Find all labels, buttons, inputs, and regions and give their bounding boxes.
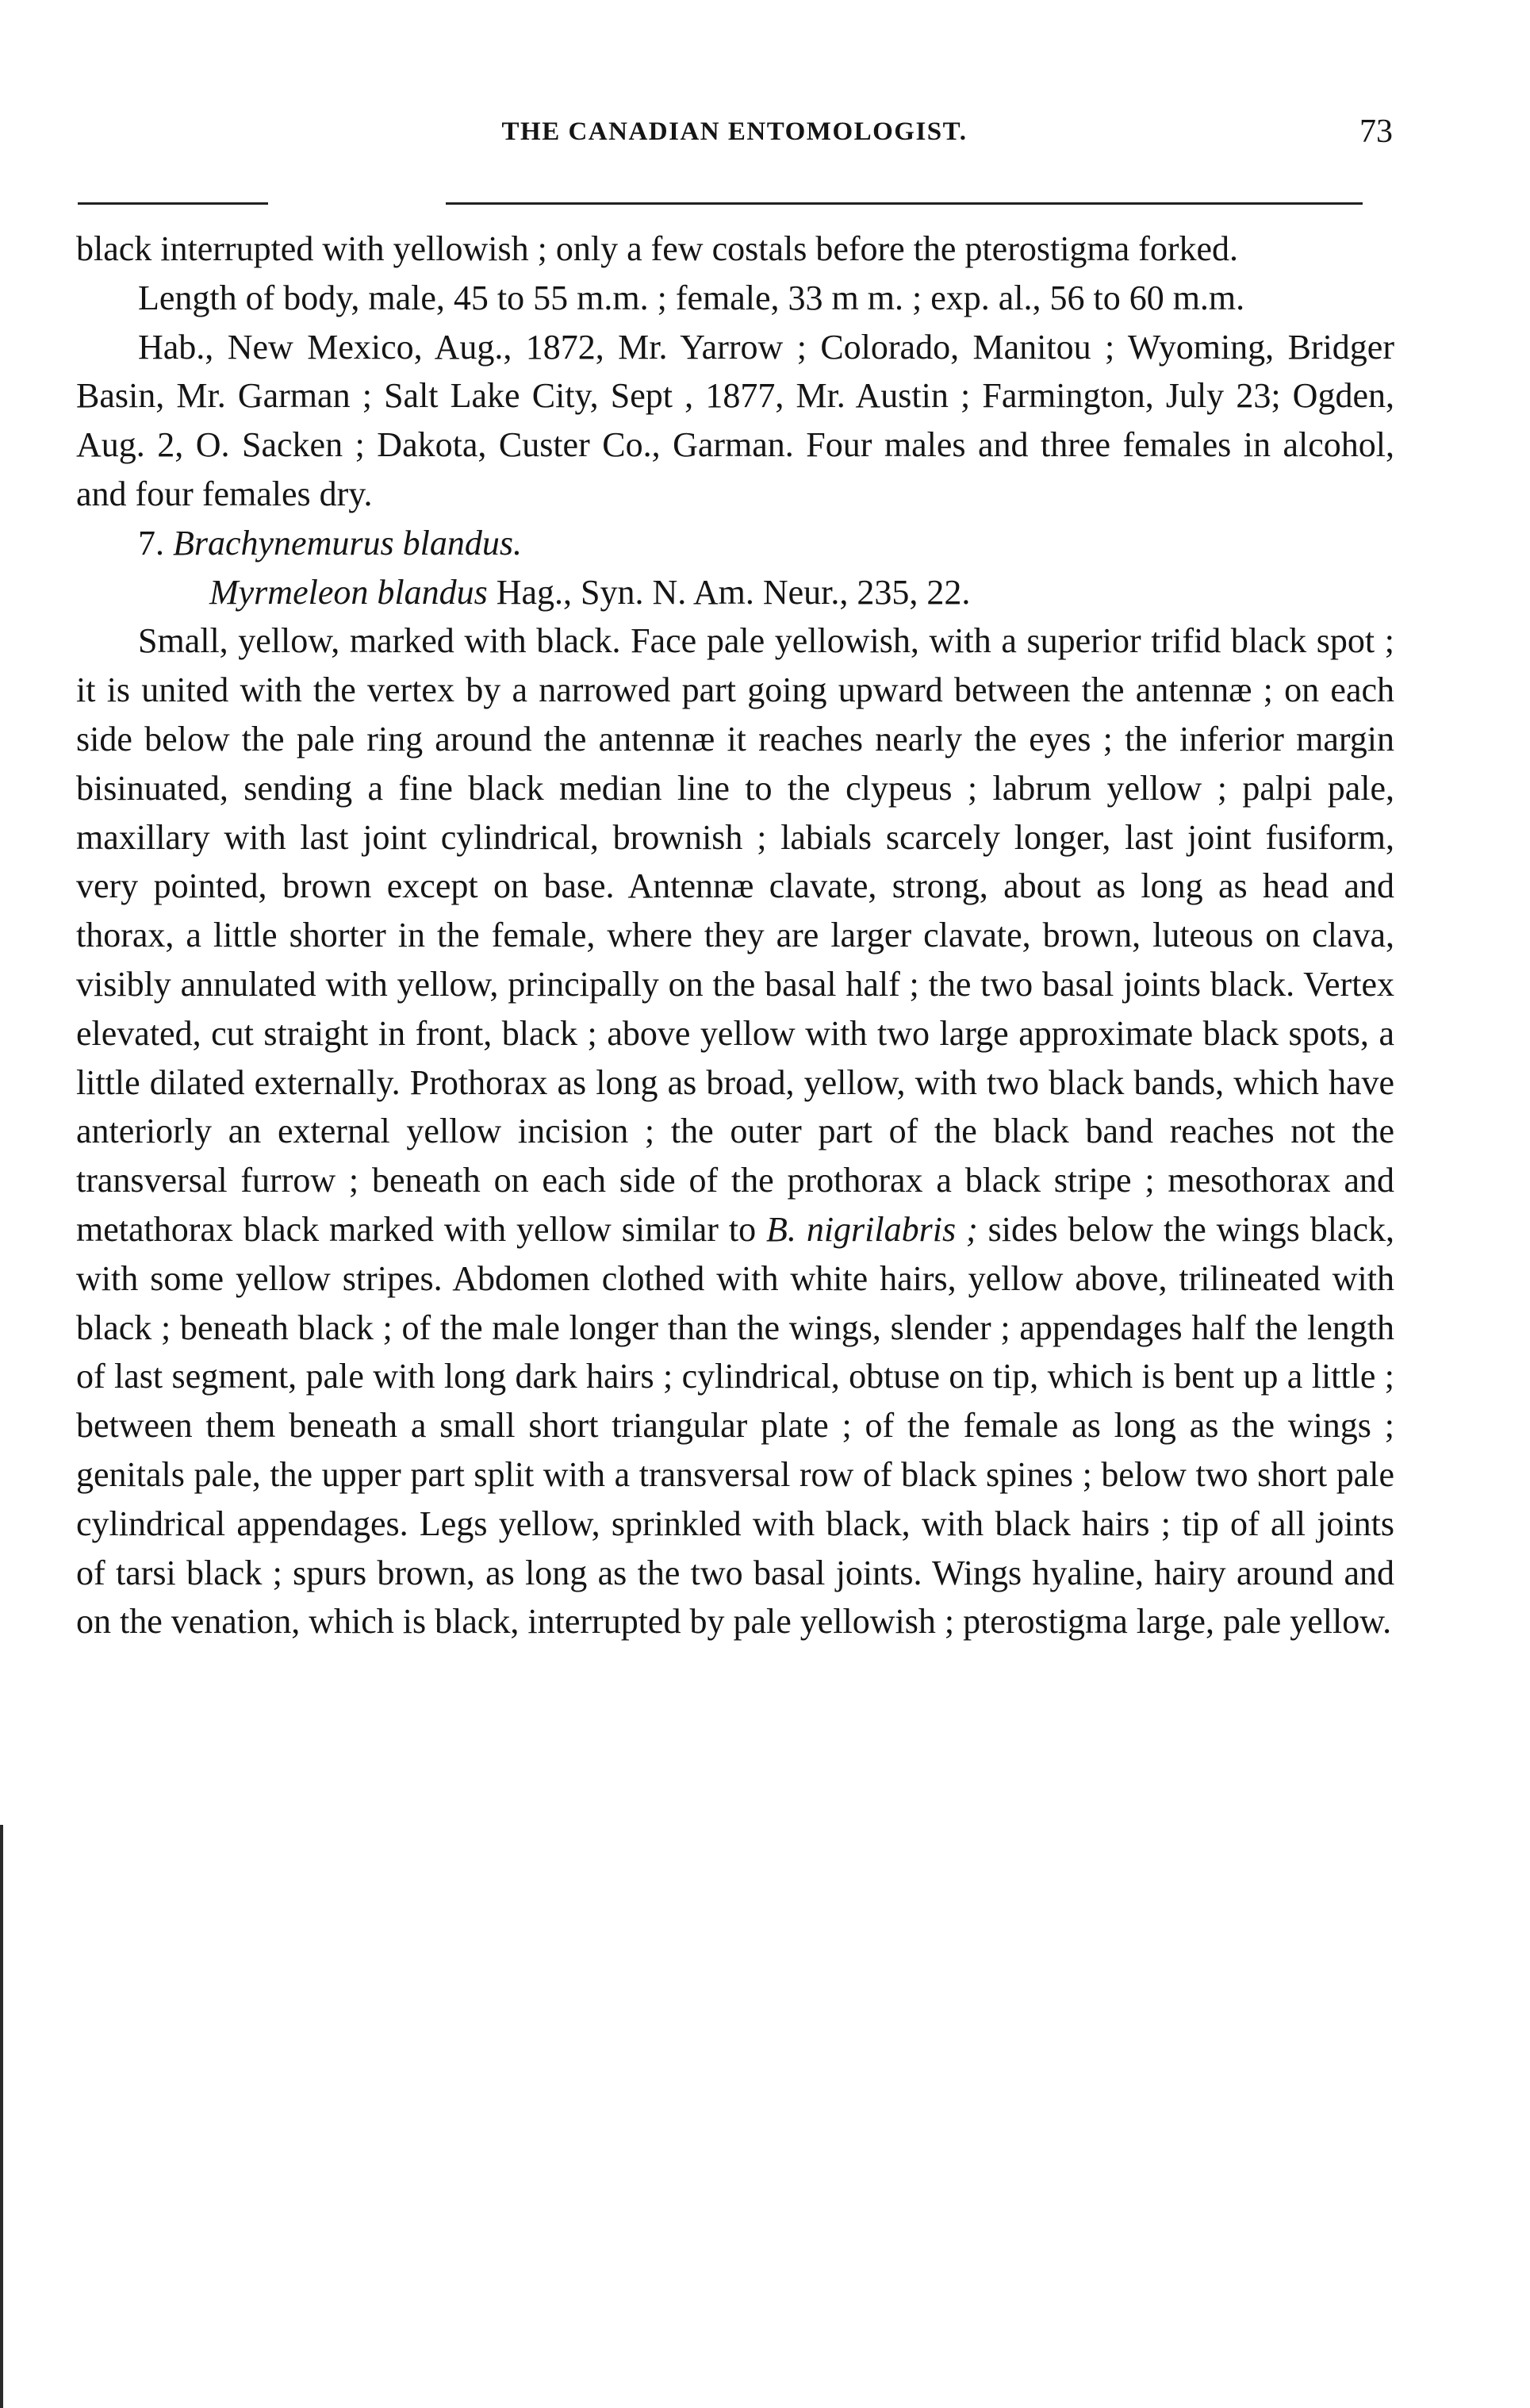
- page-header: [76, 113, 1393, 157]
- description-text: Small, yellow, marked with black. Face pale yellowish, with a superior trifid black spot ; it is united with the vertex by a narrowed part going upward between the antennæ ; on each side below the pale ring around the antennæ it reaches nearly the eyes ; the inferior margin bisinuated, sending a fine black median line to the clypeus ; labrum yellow ; palpi pale, maxillary with last joint cylindrical, brownish ; labials scarcely longer, last joint fusiform, very pointed, brown except on base. Antennæ clavate, strong, about as long as head and thorax, a little shorter in the female, where they are larger clavate, brown, luteous on clava, visibly annulated with yellow, principally on the basal half ; the two basal joints black. Vertex elevated, cut straight in front, black ; above yellow with two large approximate black spots, a little dilated externally. Prothorax as long as broad, yellow, with two black bands, which have anteriorly an external yellow incision ; the outer part of the black band reaches not the transversal furrow ; beneath on each side of the prothorax a black stripe ; mesothorax and metathorax black marked with yellow similar to: [76, 621, 1394, 1249]
- synonym-line: [76, 568, 1394, 617]
- paragraph-length: Length of body, male, 45 to 55 m.m. ; female, 33 m m. ; exp. al., 56 to 60 m.m.: [138, 278, 1245, 317]
- species-number: 7.: [138, 523, 164, 563]
- description-text-continued: sides below the wings black, with some yellow stripes. Abdomen clothed with white hairs, yellow above, trilineated with black ; beneath black ; of the male longer than the wings, slender ; appendages half the length of last segment, pale with long dark hairs ; cylindrical, obtuse on tip, which is bent up a little ; between them beneath a small short triangular plate ; of the female as long as the wings ; genitals pale, the upper part split with a transversal row of black spines ; below two short pale cylindrical appendages. Legs yellow, sprinkled with black, with black hairs ; tip of all joints of tarsi black ; spurs brown, as long as the two basal joints. Wings hyaline, hairy around and on the venation, which is black, interrupted by pale yellowish ; pterostigma large, pale yellow.: [76, 1209, 1394, 1642]
- body-text: [76, 225, 1394, 1646]
- species-reference: B. nigrilabris ;: [766, 1209, 978, 1249]
- synonym-name: Myrmeleon blandus: [209, 572, 488, 612]
- paragraph-description: [76, 616, 1394, 1646]
- species-heading: [76, 519, 1394, 568]
- header-rule-left: [78, 202, 268, 205]
- synonym-citation: Hag., Syn. N. Am. Neur., 235, 22.: [487, 572, 971, 612]
- paragraph-habitat: Hab., New Mexico, Aug., 1872, Mr. Yarrow ; Colorado, Manitou ; Wyoming, Bridger Basin, Mr. Garman ; Salt Lake City, Sept , 1877, Mr. Austin ; Farmington, July 23; Ogden, Aug. 2, O. Sacken ; Dakota, Custer Co., Garman. Four males and three females in alcohol, and four females dry.: [76, 327, 1394, 513]
- running-title: THE CANADIAN ENTOMOLOGIST.: [501, 117, 968, 146]
- species-name: Brachynemurus blandus.: [173, 523, 522, 563]
- page-edge-shadow: [0, 1825, 3, 2408]
- header-rule-right: [446, 202, 1363, 205]
- page-number: 73: [1359, 113, 1393, 150]
- paragraph-continuation: black interrupted with yellowish ; only a few costals before the pterostigma forked.: [76, 229, 1239, 268]
